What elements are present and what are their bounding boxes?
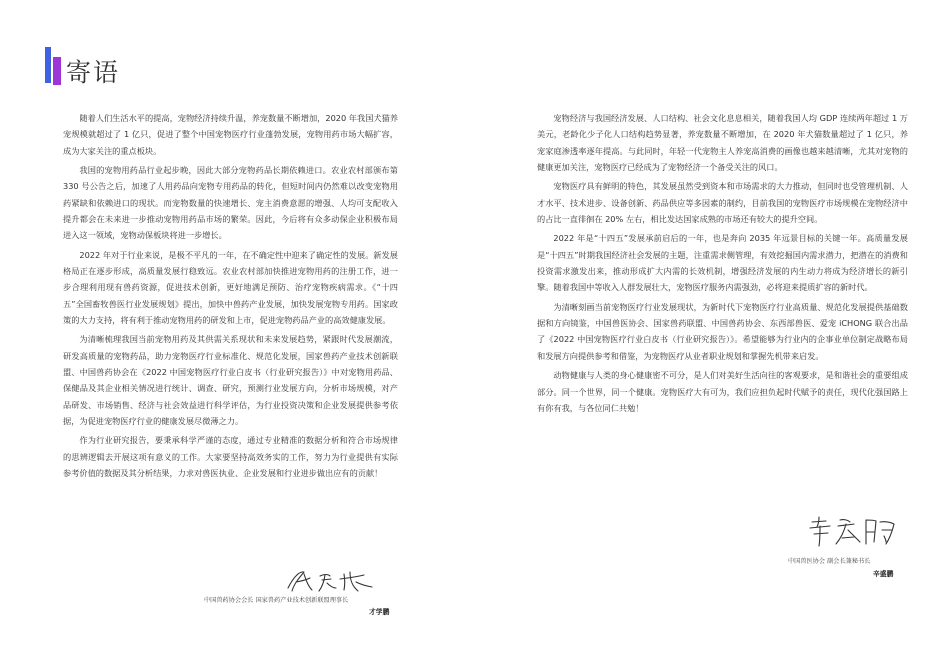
right-column: [537, 110, 908, 419]
right-paragraph-1: 宠物经济与我国经济发展、人口结构、社会文化息息相关，随着我国人均 GDP 连续两年超过 1 万美元，老龄化少子化人口结构趋势显著，养宠数量不断增加，在 2020 年犬猫数量超过了 1 亿只，养宠家庭渗透率逐年提高。与此同时，年轻一代宠物主人养宠高消费的画像也越来越清晰，尤其对宠物的健康更加关注，宠物医疗已经成为了宠物经济一个备受关注的风口。: [537, 113, 908, 172]
left-paragraph-1: 随着人们生活水平的提高，宠物经济持续升温，养宠数量不断增加，2020 年我国犬猫养宠规模就超过了 1 亿只，促进了整个中国宠物医疗行业蓬勃发展，宠物用药市场大幅扩容，成为大家关注的重点板块。: [63, 113, 398, 156]
right-handwritten-signature: [806, 514, 900, 550]
right-paragraph-5: 动物健康与人类的身心健康密不可分，是人们对美好生活向往的客观要求，是和谐社会的重要组成部分。同一个世界，同一个健康。宠物医疗大有可为，我们应担负起时代赋予的责任，现代化强国路上有你有我，与各位同仁共勉！: [537, 370, 908, 413]
left-paragraph-4: 为清晰梳理我国当前宠物用药及其供需关系现状和未来发展趋势，紧跟时代发展潮流，研发高质量的宠物药品，助力宠物医疗行业标准化、规范化发展，国家兽药产业技术创新联盟、中国兽药协会在《2022 中国宠物医疗行业白皮书（行业研究报告）》中对宠物用药品、保健品及其企业相关情况进行统计、调查、研究，预测行业发展方向，分析市场规模，对产品研发、市场销售、经济与社会效益进行科学评估，为行业投资决策和企业发展提供参考依据，为促进宠物医疗行业的健康发展尽微薄之力。: [63, 334, 398, 426]
left-paragraph-3: 2022 年对于行业来说，是极不平凡的一年，在不确定性中迎来了确定性的发展。新发展格局正在逐步形成，高质量发展行稳致远。农业农村部加快推进宠物用药的注册工作，进一步合理利用现有兽药资源，促进技术创新，更好地满足预防、治疗宠物疾病需求。《“十四五”全国畜牧兽医行业发展规划》提出，加快中兽药产业发展，加快发展宠物专用药。国家政策的大力支持，将有利于推动宠物用药的研发和上市，促进宠物药品产业的高效健康发展。: [63, 249, 398, 325]
left-column: [63, 110, 398, 484]
page-title: 寄语: [66, 58, 121, 87]
left-paragraph-2: 我国的宠物用药品行业起步晚，因此大部分宠物药品长期依赖进口。农业农村部颁布第 330 号公告之后，加速了人用药品向宠物专用药品的转化，但短时间内仍然难以改变宠物用药紧缺和依赖进口的现状。而宠物数量的快速增长、宠主消费意愿的增强、人均可支配收入提升都会在未来进一步推动宠物用药品市场的繁荣。因此，今后将有众多动保企业积极布局进入这一领域，宠物动保板块将进一步增长。: [63, 165, 398, 241]
left-signature-caption: 中国兽药协会会长 国家兽药产业技术创新联盟理事长: [204, 597, 349, 604]
left-signature-name: 才学鹏: [369, 608, 390, 616]
left-handwritten-signature: [284, 566, 376, 594]
title-accent-bar-blue: [45, 47, 51, 83]
right-signature-name: 辛盛鹏: [873, 570, 894, 578]
title-accent-bar-purple: [53, 57, 61, 85]
right-paragraph-4: 为清晰刻画当前宠物医疗行业发展现状，为新时代下宠物医疗行业高质量、规范化发展提供基础数据和方向镜鉴，中国兽医协会、国家兽药联盟、中国兽药协会、东西部兽医、爱宠 iCHONG 联合出品了《2022 中国宠物医疗行业白皮书（行业研究报告）》。希望能够为行业内的企事业单位制定战略布局和发展方向提供参考和借鉴，为宠物医疗从业者职业规划和掌握先机带来启发。: [537, 301, 908, 361]
right-signature-caption: 中国兽医协会 副会长兼秘书长: [788, 558, 871, 565]
left-paragraph-5: 作为行业研究报告，要秉承科学严谨的态度，通过专业精准的数据分析和符合市场规律的思辨逻辑去开展这项有意义的工作。大家要坚持高效务实的工作，努力为行业提供有实际参考价值的数据及其分析结果，力求对兽医执业、企业发展和行业进步做出应有的贡献！: [63, 435, 398, 478]
right-paragraph-2: 宠物医疗具有鲜明的特色，其发展虽然受到资本和市场需求的大力推动，但同时也受管理机制、人才水平、技术进步、设备创新、药品供应等多因素的制约，目前我国的宠物医疗市场规模在宠物经济中的占比一直徘徊在 20% 左右，相比发达国家成熟的市场还有较大的提升空间。: [537, 181, 908, 224]
right-paragraph-3: 2022 年是“十四五”发展承前启后的一年，也是奔向 2035 年远景目标的关键一年。高质量发展是“十四五”时期我国经济社会发展的主题，注重需求侧管理，有效挖掘国内需求潜力，把潜在的消费和投资需求激发出来，推动形成扩大内需的长效机制，增强经济发展的内生动力将成为经济增长的新引擎。随着我国中等收入人群发展壮大，宠物医疗服务内需强劲，必将迎来提质扩容的新时代。: [537, 233, 908, 293]
